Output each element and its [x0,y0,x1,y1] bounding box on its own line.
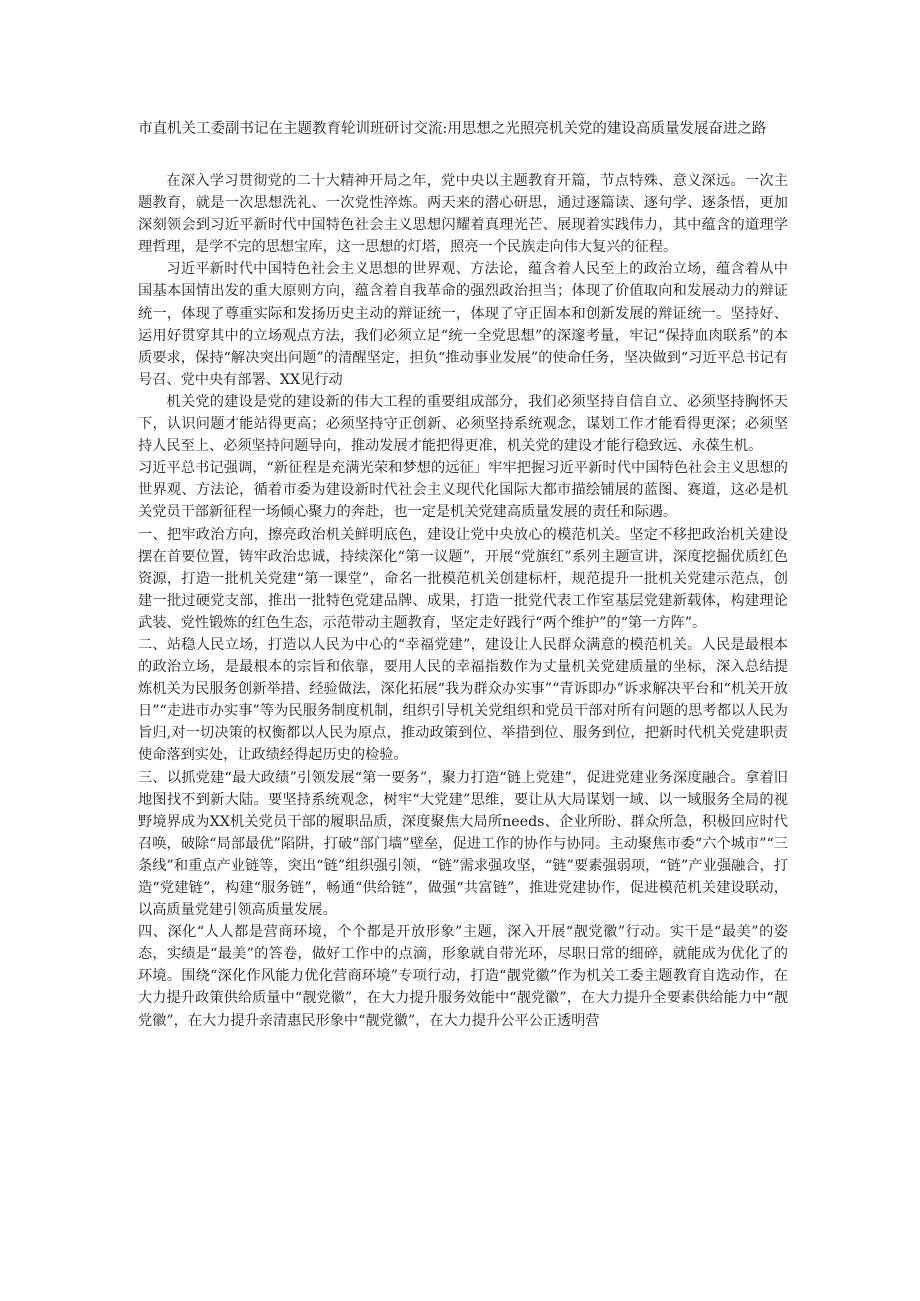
paragraph: 三、以抓党建“最大政绩”引领发展“第一要务”，聚力打造“链上党建”，促进党建业务深度融合。拿着旧地图找不到新大陆。要坚持系统观念，树牢“大党建”思维，要让从大局谋划一域、以一域服务全局的视野境界成为XX机关党员干部的履职品质，深度聚焦大局所needs、企业所盼、群众所急，积极回应时代召唤，破除“局部最优”陷阱，打破“部门墙”壁垒，促进工作的协作与协同。主动聚焦市委“六个城市”“三条线”和重点产业链等，突出“链”组织强引领，“链”需求强攻坚，“链”要素强弱项，“链”产业强融合，打造“党建链”，构建“服务链”，畅通“供给链”，做强“共富链”，推进党建协作，促进模范机关建设联动，以高质量党建引领高质量发展。 [138,769,788,919]
document-page [138,118,788,1032]
paragraph: 二、站稳人民立场，打造以人民为中心的“幸福党建”，建设让人民群众满意的模范机关。人民是最根本的政治立场，是最根本的宗旨和依靠，要用人民的幸福指数作为丈量机关党建质量的坐标，深入总结提炼机关为民服务创新举措、经验做法，深化拓展“我为群众办实事”“青诉即办”诉求解决平台和“机关开放日”“走进市办实事”等为民服务制度机制，组织引导机关党组织和党员干部对所有问题的思考都以人民为旨归,对一切决策的权衡都以人民为原点，推动政策到位、举措到位、服务到位，把新时代机关党建职责使命落到实处，让政绩经得起历史的检验。 [138,636,788,764]
paragraph: 一、把牢政治方向，擦亮政治机关鲜明底色，建设让党中央放心的模范机关。坚定不移把政治机关建设摆在首要位置，铸牢政治忠诚，持续深化“第一议题”，开展“党旗红”系列主题宣讲，深度挖掘优质红色资源，打造一批机关党建“第一课堂”，命名一批模范机关创建标杆，规范提升一批机关党建示范点，创建一批过硬党支部，推出一批特色党建品牌、成果，打造一批党代表工作室基层党建新载体，构建理论武装、党性锻炼的红色生态，示范带动主题教育，坚定走好践行“两个维护”的“第一方阵”。 [138,526,788,631]
document-body [138,170,788,1032]
paragraph: 在深入学习贯彻党的二十大精神开局之年，党中央以主题教育开篇，节点特殊、意义深远。一次主题教育，就是一次思想洗礼、一次党性淬炼。两天来的潜心研思，通过逐篇读、逐句学、逐条悟，更加深刻领会到习近平新时代中国特色社会主义思想闪耀着真理光芒、展现着实践伟力，其中蕴含的道理学理哲理，是学不完的思想宝库，这一思想的灯塔，照亮一个民族走向伟大复兴的征程。 [138,173,788,256]
paragraph: 四、深化“人人都是营商环境，个个都是开放形象”主题，深入开展“靓党徽”行动。实干是“最美”的姿态，实绩是“最美”的答卷，做好工作中的点滴，形象就自带光环，尽职日常的细碎，就能成为优化了的环境。围绕“深化作风能力优化营商环境”专项行动，打造“靓党徽”作为机关工委主题教育自选动作，在大力提升政策供给质量中“靓党徽”，在大力提升服务效能中“靓党徽”，在大力提升全要素供给能力中“靓党徽”，在大力提升亲清惠民形象中“靓党徽”，在大力提升公平公正透明营 [138,924,788,1029]
paragraph: 习近平新时代中国特色社会主义思想的世界观、方法论，蕴含着人民至上的政治立场，蕴含着从中国基本国情出发的重大原则方向，蕴含着自我革命的强烈政治担当；体现了价值取向和发展动力的辩证统一，体现了尊重实际和发扬历史主动的辩证统一，体现了守正固本和创新发展的辩证统一。坚持好、运用好贯穿其中的立场观点方法，我们必须立足“统一全党思想”的深邃考量，牢记“保持血肉联系”的本质要求，保持“解决突出问题”的清醒坚定，担负“推动事业发展”的使命任务，坚决做到“习近平总书记有号召、党中央有部署、XX见行动 [138,261,788,388]
document-title: 市直机关工委副书记在主题教育轮训班研讨交流:用思想之光照亮机关党的建设高质量发展奋进之路 [138,121,767,137]
paragraph: 机关党的建设是党的建设新的伟大工程的重要组成部分，我们必须坚持自信自立、必须坚持胸怀天下，认识问题才能站得更高；必须坚持守正创新、必须坚持系统观念，谋划工作才能看得更深；必须坚持人民至上、必须坚持问题导向，推动发展才能把得更准，机关党的建设才能行稳致远、永葆生机。 [138,393,788,455]
paragraph: 习近平总书记强调，“新征程是充满光荣和梦想的远征」牢牢把握习近平新时代中国特色社会主义思想的世界观、方法论，循着市委为建设新时代社会主义现代化国际大都市描绘铺展的蓝图、赛道，这必是机关党员干部新征程一场倾心聚力的奔赴，也一定是机关党建高质量发展的责任和际遇。 [138,460,788,521]
